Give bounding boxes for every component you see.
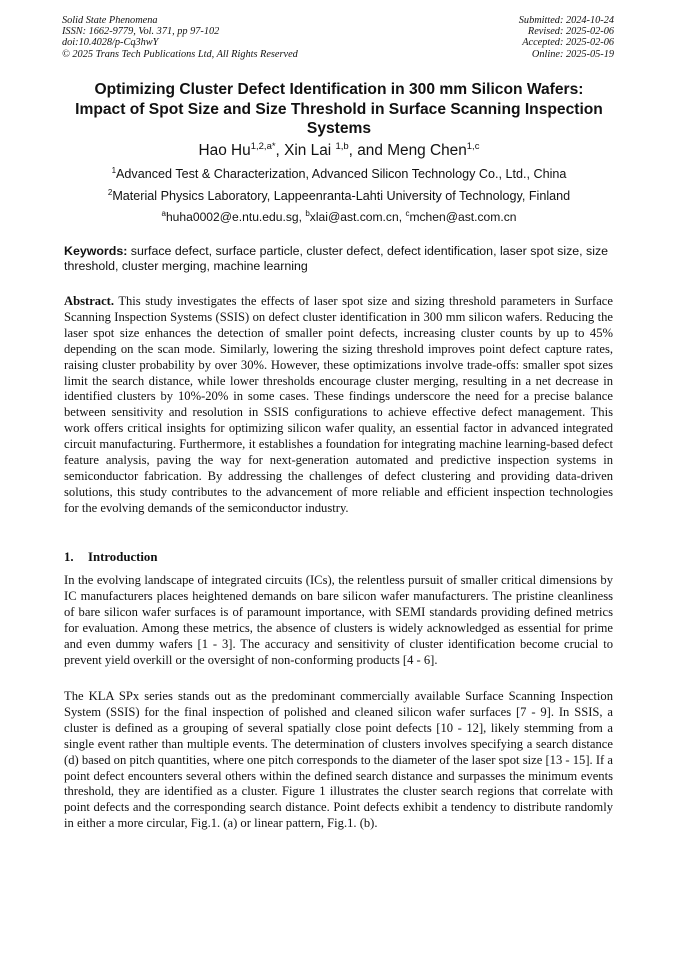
author-name: Meng Chen	[387, 142, 467, 159]
abstract	[64, 294, 613, 517]
email-link[interactable]: huha0002@e.ntu.edu.sg	[165, 210, 299, 224]
paper-title	[50, 80, 628, 139]
author-affiliation-marker: 1,2,a*	[250, 141, 276, 152]
journal-info	[62, 15, 298, 60]
author-name: Hao Hu	[198, 142, 251, 159]
email-separator: ,	[398, 210, 406, 224]
author-separator: , and	[348, 142, 388, 159]
submitted-date: Submitted: 2024-10-24	[518, 15, 614, 26]
doi[interactable]: doi:10.4028/p-Cq3hwY	[62, 37, 159, 49]
author-list	[50, 141, 628, 161]
author-affiliation-marker: 1,b	[335, 141, 349, 152]
journal-name: Solid State Phenomena	[62, 15, 158, 26]
issn-volume: ISSN: 1662-9779, Vol. 371, pp 97-102	[62, 26, 220, 38]
author-emails	[50, 209, 628, 225]
copyright: © 2025 Trans Tech Publications Ltd, All Rights Reserved	[62, 48, 298, 60]
revised-date: Revised: 2025-02-06	[527, 26, 614, 38]
email-marker: a	[161, 209, 166, 218]
keywords	[64, 244, 613, 274]
author-separator: ,	[275, 142, 285, 159]
email-marker: b	[305, 209, 310, 218]
keywords-text: surface defect, surface particle, cluster defect, defect identification, laser spot size, size threshold, cluster merging, machine learning	[64, 244, 609, 273]
affiliation-marker: 2	[107, 188, 113, 197]
intro-paragraph-1: In the evolving landscape of integrated circuits (ICs), the relentless pursuit of smaller critical dimensions by IC manufacturers places heightened demands on bare silicon wafer manufacturers. The pristine cleanliness of bare silicon wafer surfaces is of paramount importance, with SEMI standards providing defined metrics for evaluation. Among these metrics, the absence of clusters is widely acknowledged as essential for prime and even dummy wafers [1 - 3]. The accuracy and sensitivity of cluster identification become crucial to prevent yield overkill or the oversight of non-conforming products [4 - 6].	[64, 573, 613, 667]
section-title: Introduction	[88, 550, 158, 564]
affiliation-1	[50, 166, 628, 182]
affiliation-marker: 1	[111, 166, 117, 175]
title-line-1: Optimizing Cluster Defect Identification in 300 mm Silicon Wafers:	[94, 81, 584, 98]
title-line-2: Impact of Spot Size and Size Threshold in Surface Scanning Inspection	[75, 100, 603, 118]
author-name: Xin Lai	[284, 142, 336, 159]
abstract-text: This study investigates the effects of laser spot size and sizing threshold parameters in Surface Scanning Inspection Systems (SSIS) on defect cluster identification in 300 mm silicon wafers. Reducing the laser spot size enhances the detection of smaller point defects, increasing cluster counts by up to 45% depending on the scan mode. Similarly, lowering the sizing threshold improves point defect capture rates, raising cluster probability by over 30%. However, these optimizations involve trade-offs: smaller spot sizes limit the search distance, while lower thresholds encourage cluster merging, resulting in a net decrease in identified clusters by 10%-20% in some cases. These findings underscore the need for a precise balance between sensitivity and resolution in SSIS configurations to achieve effective defect management. This work offers critical insights for optimizing silicon wafer quality, an essential factor in advanced integrated circuit manufacturing. Furthermore, it establishes a foundation for integrating machine learning-based defect feature analysis, paving the way for next-generation automated and predictive inspection systems in semiconductor fabrication. By addressing the challenges of defect clustering and providing data-driven solutions, this study contributes to the advancement of more reliable and efficient inspection technologies for the evolving demands of the semiconductor industry.	[64, 294, 613, 515]
abstract-label: Abstract.	[64, 294, 115, 308]
accepted-date: Accepted: 2025-02-06	[522, 37, 614, 49]
affiliation-text: Material Physics Laboratory, Lappeenranta-Lahti University of Technology, Finland	[112, 189, 571, 203]
publication-dates	[519, 15, 614, 60]
section-heading-introduction	[64, 549, 157, 565]
email-link[interactable]: mchen@ast.com.cn	[409, 210, 517, 224]
online-date: Online: 2025-05-19	[531, 48, 614, 60]
affiliation-2	[50, 188, 628, 204]
email-link[interactable]: xlai@ast.com.cn	[309, 210, 399, 224]
title-line-3: Systems	[306, 120, 372, 137]
section-number: 1.	[64, 550, 74, 564]
keywords-label: Keywords:	[64, 244, 128, 258]
email-separator: ,	[298, 210, 306, 224]
affiliation-text: Advanced Test & Characterization, Advanced Silicon Technology Co., Ltd., China	[116, 167, 567, 181]
intro-paragraph-2: The KLA SPx series stands out as the predominant commercially available Surface Scanning Inspection System (SSIS) for the final inspection of polished and cleaned silicon wafer surfaces [7 - 9]. In SSIS, a cluster is defined as a grouping of several spatially close point defects [10 - 12], likely stemming from a single event rather than multiple events. The determination of clusters involves specifying a search distance (d) based on pitch quantities, where one pitch corresponds to the diameter of the laser spot size [13 - 15]. If a point defect encounters several others within the defined search distance and surpasses the minimum events threshold, they are identified as a cluster. Figure 1 illustrates the cluster search regions that correlate with point defects and the corresponding search distance. Point defects exhibit a tendency to distribute randomly in either a more circular, Fig.1. (a) or linear pattern, Fig.1. (b).	[64, 689, 613, 831]
author-affiliation-marker: 1,c	[466, 141, 480, 152]
email-marker: c	[405, 209, 410, 218]
